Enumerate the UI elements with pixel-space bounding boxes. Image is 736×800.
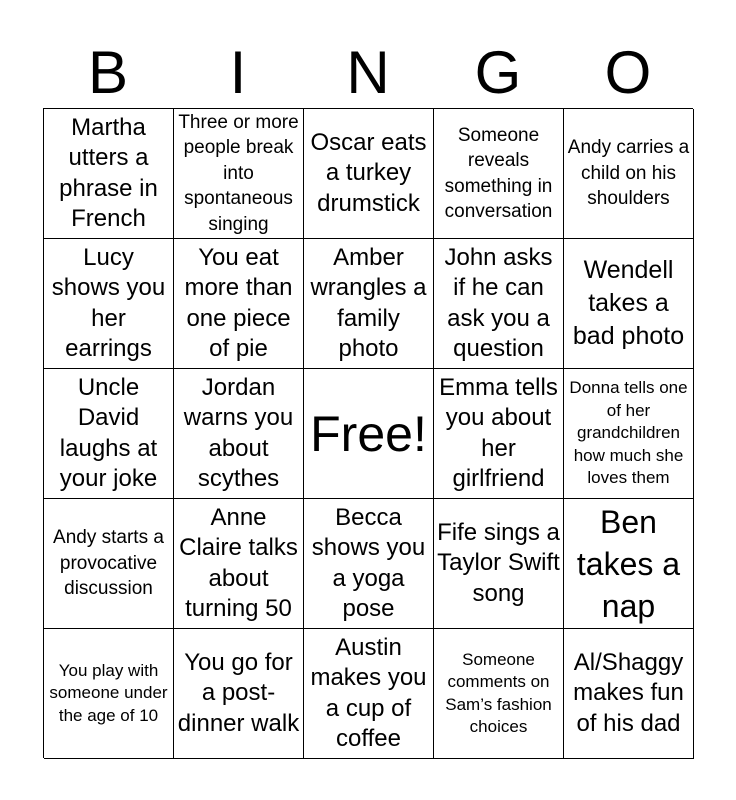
bingo-cell[interactable] [174, 629, 304, 759]
bingo-cell[interactable] [304, 109, 434, 239]
bingo-cell[interactable] [304, 239, 434, 369]
cell-text: Andy starts a provocative discussion [53, 527, 164, 600]
bingo-cell[interactable] [564, 499, 694, 629]
cell-text: Becca shows you a yoga pose [311, 503, 426, 622]
bingo-cell[interactable] [434, 239, 564, 369]
bingo-grid [43, 108, 693, 758]
bingo-cell[interactable] [44, 239, 174, 369]
cell-text: Someone reveals something in conversation [444, 124, 553, 222]
cell-text: Anne Claire talks about turning 50 [179, 503, 298, 622]
header-letter-g: G [474, 39, 522, 106]
bingo-cell[interactable] [174, 239, 304, 369]
cell-text: Martha utters a phrase in French [59, 113, 158, 232]
cell-text: You play with someone under the age of 10 [49, 660, 168, 725]
cell-text: Ben takes a nap [576, 503, 681, 624]
cell-text: Uncle David laughs at your joke [59, 373, 158, 492]
bingo-cell[interactable] [304, 499, 434, 629]
bingo-cell[interactable] [174, 499, 304, 629]
bingo-cell[interactable] [174, 369, 304, 499]
cell-text: Lucy shows you her earrings [51, 243, 166, 362]
cell-text: Andy carries a child on his shoulders [567, 137, 690, 210]
cell-text: Donna tells one of her grandchildren how much she loves them [569, 378, 688, 488]
bingo-cell[interactable] [304, 629, 434, 759]
cell-text: Amber wrangles a family photo [310, 243, 427, 362]
bingo-cell[interactable] [564, 239, 694, 369]
cell-text: You eat more than one piece of pie [184, 243, 293, 362]
bingo-cell[interactable] [434, 109, 564, 239]
bingo-cell[interactable] [44, 109, 174, 239]
cell-text: Emma tells you about her girlfriend [439, 373, 558, 492]
cell-text: Fife sings a Taylor Swift song [437, 518, 560, 607]
bingo-cell[interactable] [564, 369, 694, 499]
bingo-cell[interactable] [174, 109, 304, 239]
bingo-cell[interactable] [44, 499, 174, 629]
bingo-cell[interactable] [564, 629, 694, 759]
cell-text: Someone comments on Sam’s fashion choices [445, 649, 552, 736]
cell-text: You go for a post-dinner walk [177, 648, 300, 737]
header-letter-i: I [229, 39, 247, 106]
header-letter-o: O [604, 39, 652, 106]
free-space-cell[interactable] [304, 369, 434, 499]
cell-text: John asks if he can ask you a question [444, 243, 553, 362]
cell-text: Al/Shaggy makes fun of his dad [573, 648, 684, 737]
cell-text: Austin makes you a cup of coffee [310, 633, 427, 752]
cell-text: Wendell takes a bad photo [572, 256, 685, 350]
cell-text: Three or more people break into spontaneous singing [178, 111, 299, 235]
bingo-cell[interactable] [434, 629, 564, 759]
bingo-header [43, 38, 693, 108]
header-letter-n: N [346, 39, 390, 106]
bingo-cell[interactable] [44, 629, 174, 759]
bingo-cell[interactable] [564, 109, 694, 239]
bingo-cell[interactable] [44, 369, 174, 499]
bingo-cell[interactable] [434, 499, 564, 629]
cell-text: Jordan warns you about scythes [183, 373, 294, 492]
cell-text: Oscar eats a turkey drumstick [310, 128, 427, 217]
bingo-cell[interactable] [434, 369, 564, 499]
header-letter-b: B [87, 39, 129, 106]
free-space-text: Free! [310, 405, 427, 462]
